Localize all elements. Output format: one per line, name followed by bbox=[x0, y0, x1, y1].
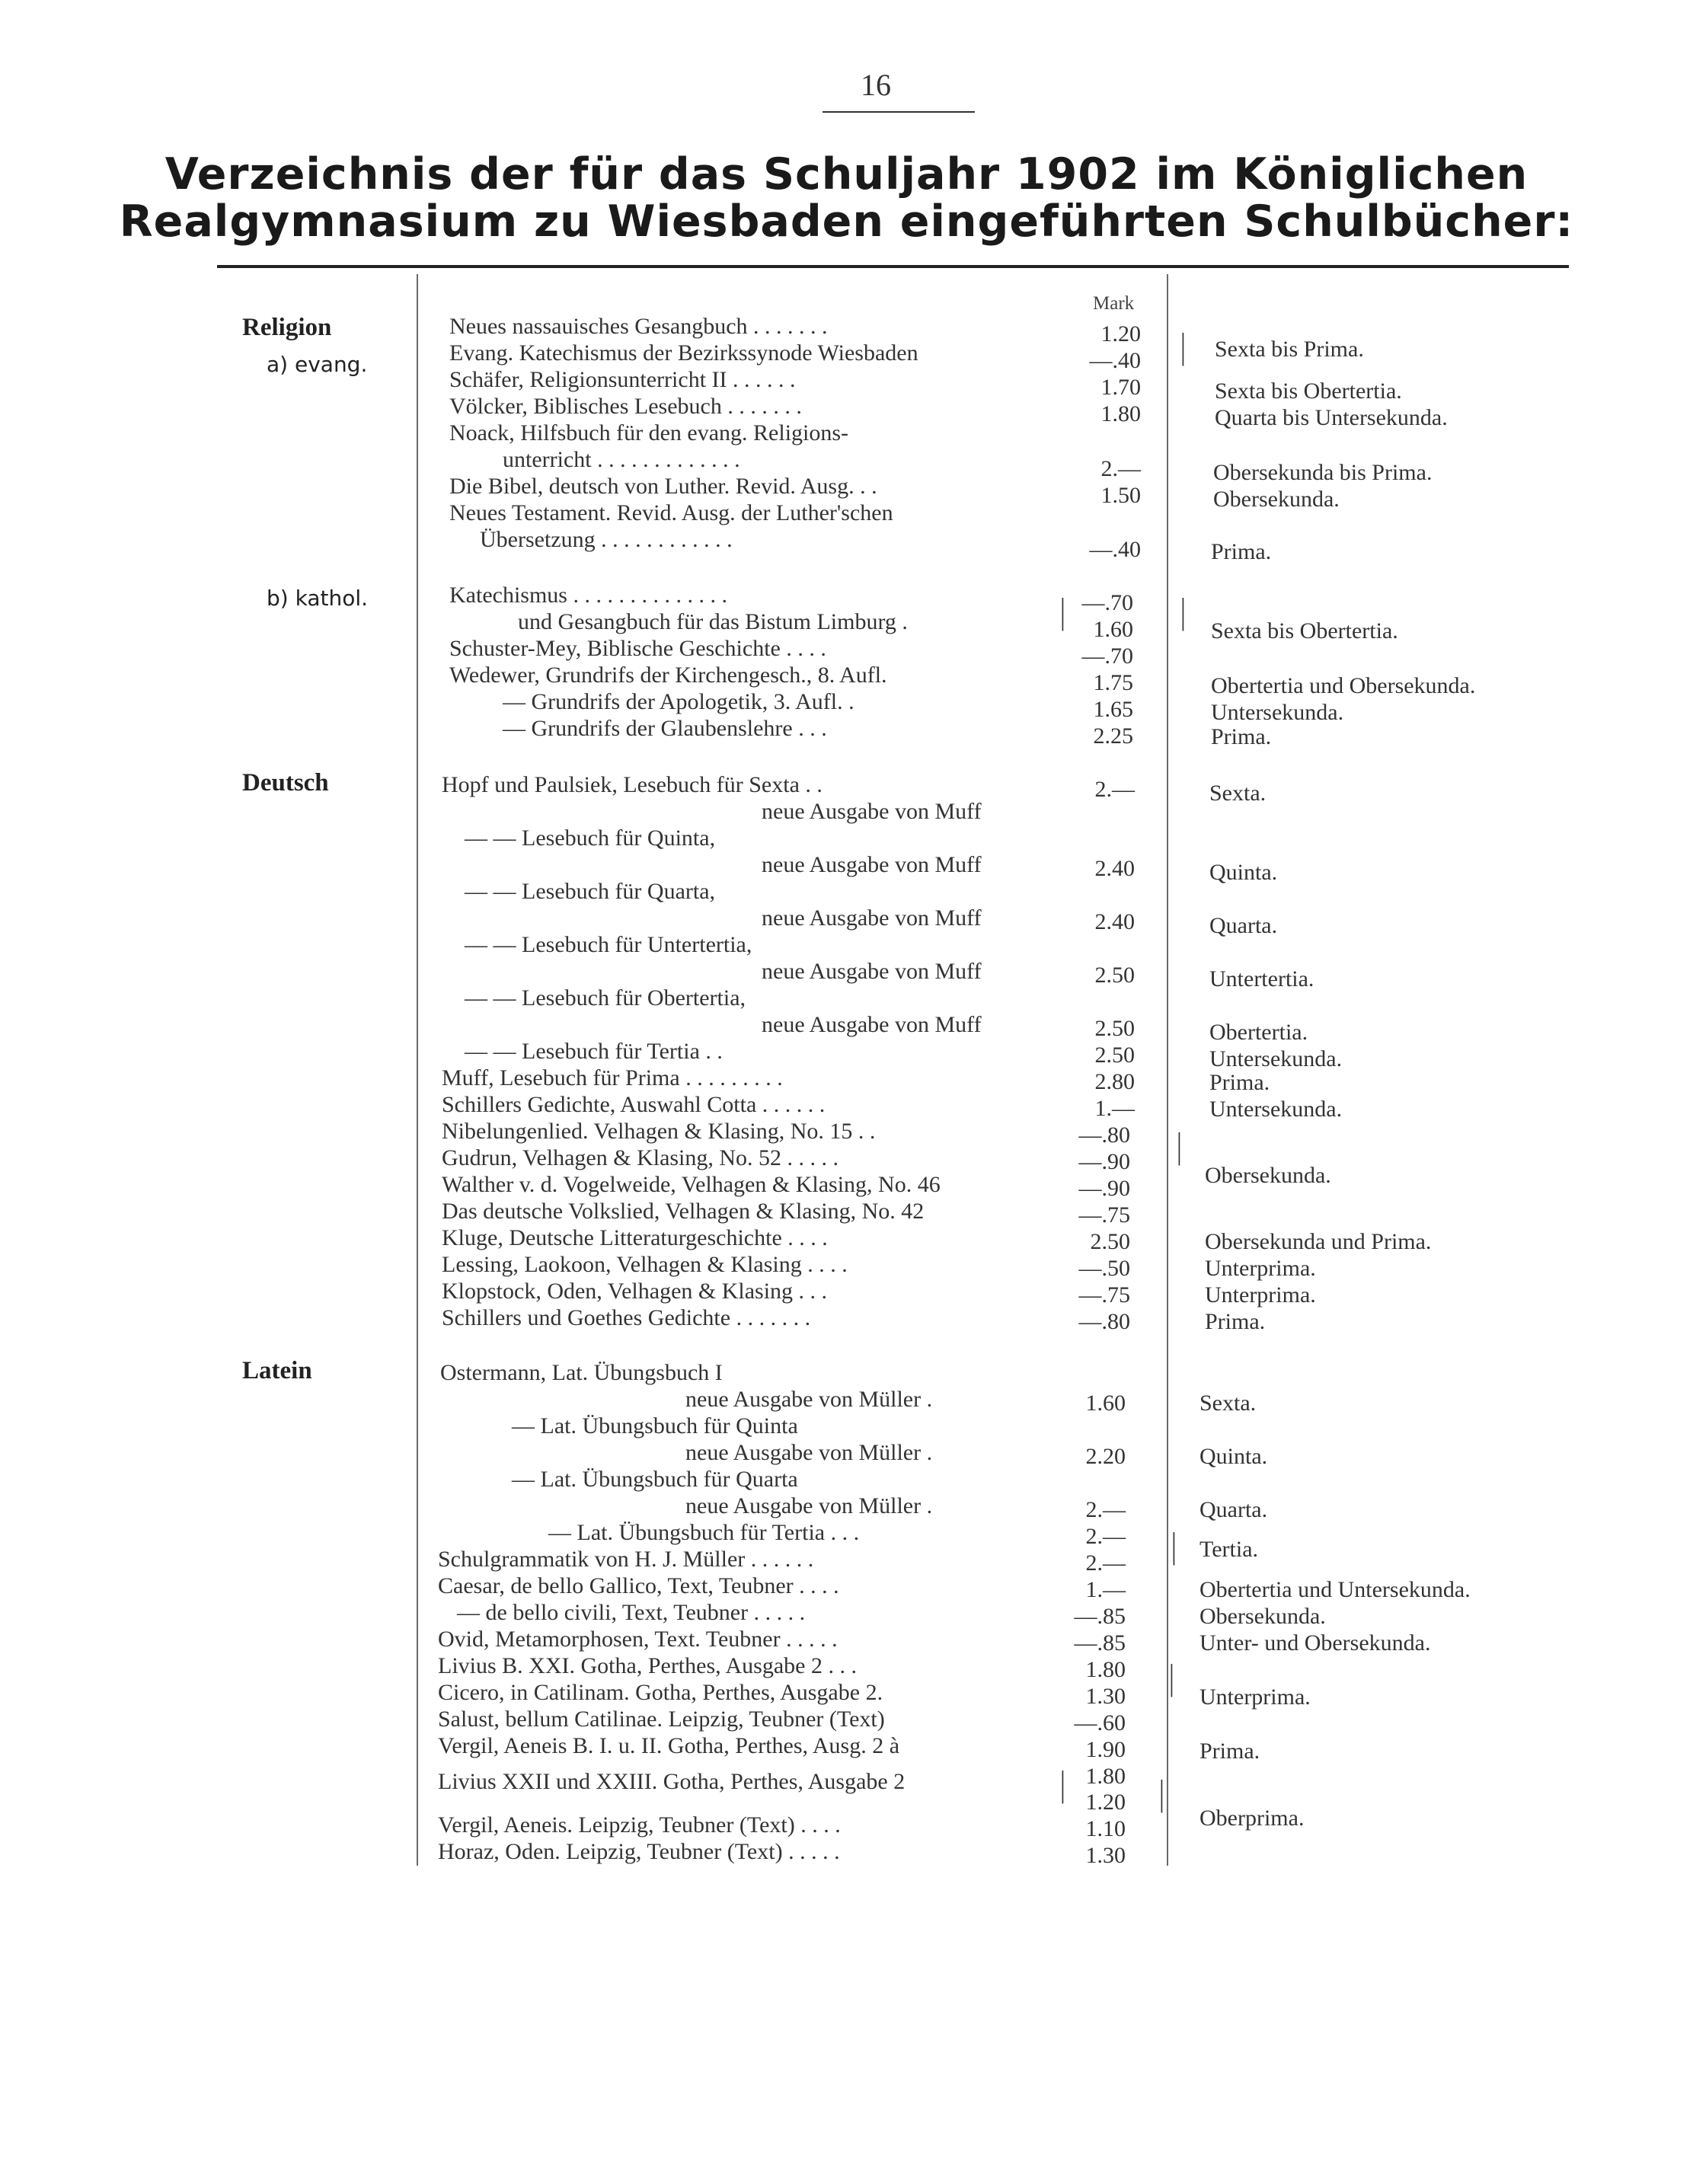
book-title: und Gesangbuch für das Bistum Limburg . bbox=[518, 609, 908, 634]
class-level: Quarta. bbox=[1199, 1497, 1268, 1522]
book-price: 1.80 bbox=[1085, 1657, 1126, 1682]
class-level: Unter- und Obersekunda. bbox=[1199, 1630, 1431, 1656]
book-title: Salust, bellum Catilinae. Leipzig, Teubner (Text) bbox=[438, 1707, 885, 1732]
class-level: Prima. bbox=[1211, 539, 1272, 564]
book-title: neue Ausgabe von Muff bbox=[762, 905, 982, 931]
book-title: Noack, Hilfsbuch für den evang. Religions- bbox=[449, 420, 849, 445]
subject-latein: Latein bbox=[242, 1357, 312, 1384]
class-level: Obersekunda und Prima. bbox=[1205, 1229, 1432, 1254]
book-price: 1.20 bbox=[1085, 1790, 1126, 1815]
book-title: Völcker, Biblisches Lesebuch . . . . . . . bbox=[449, 394, 802, 419]
book-title: unterricht . . . . . . . . . . . . . bbox=[503, 447, 740, 472]
class-level: Unterprima. bbox=[1205, 1256, 1316, 1281]
book-price: 1.80 bbox=[1100, 401, 1141, 426]
class-level: Sexta. bbox=[1199, 1391, 1257, 1416]
book-price: 1.90 bbox=[1085, 1737, 1126, 1762]
book-title: Livius B. XXI. Gotha, Perthes, Ausgabe 2 . . . bbox=[438, 1653, 857, 1678]
book-price: 1.80 bbox=[1085, 1764, 1126, 1789]
book-title: — de bello civili, Text, Teubner . . . . . bbox=[457, 1600, 806, 1625]
book-price: 2.50 bbox=[1094, 1043, 1135, 1068]
book-title: neue Ausgabe von Müller . bbox=[685, 1493, 933, 1518]
book-price: 2.— bbox=[1085, 1550, 1126, 1576]
book-title: — Lat. Übungsbuch für Tertia . . . bbox=[548, 1520, 860, 1545]
class-level: Obersekunda. bbox=[1213, 487, 1340, 512]
class-level: Prima. bbox=[1209, 1070, 1270, 1095]
book-title: Vergil, Aeneis B. I. u. II. Gotha, Perthes, Ausg. 2 à bbox=[438, 1733, 900, 1758]
book-title: neue Ausgabe von Muff bbox=[762, 1012, 982, 1037]
book-price: —.80 bbox=[1078, 1309, 1130, 1334]
book-price: 1.65 bbox=[1093, 697, 1133, 722]
book-price: —.75 bbox=[1078, 1202, 1130, 1228]
group-brace: | bbox=[1060, 592, 1065, 632]
class-level: Prima. bbox=[1205, 1309, 1266, 1334]
book-title: Ovid, Metamorphosen, Text. Teubner . . . . . bbox=[438, 1627, 838, 1652]
book-title: — — Lesebuch für Untertertia, bbox=[465, 932, 752, 957]
book-price: —.60 bbox=[1074, 1710, 1126, 1735]
book-title: Neues nassauisches Gesangbuch . . . . . . . bbox=[449, 314, 828, 339]
title-rule bbox=[217, 265, 1569, 268]
book-price: 2.— bbox=[1085, 1524, 1126, 1549]
book-price: 2.40 bbox=[1094, 856, 1135, 881]
book-price: 2.40 bbox=[1094, 909, 1135, 934]
group-brace: | bbox=[1159, 1774, 1164, 1814]
column-divider-right bbox=[1167, 274, 1168, 1866]
class-level: Unterprima. bbox=[1199, 1684, 1311, 1710]
book-price: 1.60 bbox=[1085, 1391, 1126, 1416]
book-title: neue Ausgabe von Müller . bbox=[685, 1387, 933, 1412]
page-number: 16 bbox=[861, 68, 891, 102]
class-level: Tertia. bbox=[1199, 1537, 1259, 1562]
book-price: 1.— bbox=[1085, 1577, 1126, 1602]
subject-evang: a) evang. bbox=[267, 352, 368, 377]
class-level: Quinta. bbox=[1199, 1444, 1268, 1469]
book-title: — — Lesebuch für Tertia . . bbox=[465, 1039, 723, 1064]
book-price: —.70 bbox=[1081, 590, 1133, 615]
class-level: Sexta. bbox=[1209, 781, 1267, 806]
class-level: Quinta. bbox=[1209, 860, 1278, 885]
book-price: 1.50 bbox=[1100, 483, 1141, 508]
class-level: Obersekunda. bbox=[1205, 1163, 1331, 1188]
book-title: — Lat. Übungsbuch für Quinta bbox=[512, 1413, 798, 1438]
book-price: 2.— bbox=[1085, 1497, 1126, 1522]
class-level: Untersekunda. bbox=[1209, 1046, 1343, 1071]
group-brace: | bbox=[1180, 327, 1186, 367]
book-title: — — Lesebuch für Quarta, bbox=[465, 879, 716, 904]
book-price: 1.20 bbox=[1100, 321, 1141, 346]
book-price: 2.50 bbox=[1090, 1229, 1130, 1254]
class-level: Untersekunda. bbox=[1209, 1097, 1343, 1122]
class-level: Sexta bis Obertertia. bbox=[1215, 378, 1402, 404]
book-price: 1.— bbox=[1094, 1096, 1135, 1121]
subject-kathol: b) kathol. bbox=[267, 586, 369, 611]
book-title: Livius XXII und XXIII. Gotha, Perthes, Ausgabe 2 bbox=[438, 1769, 906, 1794]
book-title: Schillers und Goethes Gedichte . . . . . . . bbox=[442, 1305, 811, 1330]
book-title: Ostermann, Lat. Übungsbuch I bbox=[440, 1360, 723, 1385]
class-level: Obersekunda bis Prima. bbox=[1213, 460, 1433, 485]
book-title: Kluge, Deutsche Litteraturgeschichte . . . . bbox=[442, 1225, 828, 1250]
book-title: Schäfer, Religionsunterricht II . . . . . . bbox=[449, 367, 796, 392]
book-title: neue Ausgabe von Muff bbox=[762, 799, 982, 824]
group-brace: | bbox=[1177, 1127, 1182, 1167]
group-brace: | bbox=[1171, 1527, 1177, 1566]
group-brace: | bbox=[1060, 1765, 1065, 1805]
book-price: —.90 bbox=[1078, 1176, 1130, 1201]
page-title-line-1: Verzeichnis der für das Schuljahr 1902 im Königlichen bbox=[165, 149, 1528, 200]
book-price: 1.30 bbox=[1085, 1843, 1126, 1868]
book-title: Nibelungenlied. Velhagen & Klasing, No. 15 . . bbox=[442, 1119, 876, 1144]
book-price: 1.75 bbox=[1093, 670, 1133, 695]
book-title: Klopstock, Oden, Velhagen & Klasing . . . bbox=[442, 1279, 828, 1304]
book-title: Gudrun, Velhagen & Klasing, No. 52 . . . . . bbox=[442, 1145, 839, 1170]
book-title: Katechismus . . . . . . . . . . . . . . bbox=[449, 583, 727, 608]
book-price: —.40 bbox=[1089, 537, 1141, 562]
page-title-line-2: Realgymnasium zu Wiesbaden eingeführten Schulbücher: bbox=[119, 196, 1574, 247]
book-title: Walther v. d. Vogelweide, Velhagen & Klasing, No. 46 bbox=[442, 1172, 941, 1197]
book-title: — Lat. Übungsbuch für Quarta bbox=[512, 1467, 798, 1492]
book-price: —.80 bbox=[1078, 1122, 1130, 1148]
book-title: Vergil, Aeneis. Leipzig, Teubner (Text) . . . . bbox=[438, 1812, 841, 1838]
class-level: Obersekunda. bbox=[1199, 1604, 1326, 1629]
group-brace: | bbox=[1169, 1659, 1174, 1698]
class-level: Untertertia. bbox=[1209, 966, 1314, 991]
book-price: —.50 bbox=[1078, 1256, 1130, 1281]
book-title: neue Ausgabe von Muff bbox=[762, 852, 982, 877]
book-title: — Grundrifs der Glaubenslehre . . . bbox=[503, 716, 827, 741]
book-title: — Grundrifs der Apologetik, 3. Aufl. . bbox=[503, 689, 854, 714]
class-level: Oberprima. bbox=[1199, 1806, 1305, 1831]
class-level: Untersekunda. bbox=[1211, 700, 1344, 725]
book-price: 1.30 bbox=[1085, 1684, 1126, 1709]
book-title: Neues Testament. Revid. Ausg. der Luther'schen bbox=[449, 500, 893, 525]
subject-deutsch: Deutsch bbox=[242, 769, 329, 797]
book-price: —.75 bbox=[1078, 1282, 1130, 1308]
book-price: 2.50 bbox=[1094, 963, 1135, 988]
book-title: Lessing, Laokoon, Velhagen & Klasing . . . . bbox=[442, 1252, 848, 1277]
book-title: Schillers Gedichte, Auswahl Cotta . . . . . . bbox=[442, 1092, 826, 1117]
book-price: —.85 bbox=[1074, 1604, 1126, 1629]
book-title: Horaz, Oden. Leipzig, Teubner (Text) . . . . . bbox=[438, 1839, 840, 1864]
book-title: Die Bibel, deutsch von Luther. Revid. Ausg. . . bbox=[449, 474, 877, 499]
book-title: Schuster-Mey, Biblische Geschichte . . . . bbox=[449, 636, 826, 661]
class-level: Obertertia und Untersekunda. bbox=[1199, 1577, 1471, 1602]
class-level: Prima. bbox=[1211, 724, 1272, 749]
book-title: Wedewer, Grundrifs der Kirchengesch., 8. Aufl. bbox=[449, 663, 887, 688]
book-title: Evang. Katechismus der Bezirkssynode Wiesbaden bbox=[449, 340, 918, 366]
book-price: 2.80 bbox=[1094, 1069, 1135, 1094]
book-price: 1.60 bbox=[1093, 617, 1133, 642]
page-number-rule bbox=[823, 111, 975, 113]
book-price: —.90 bbox=[1078, 1149, 1130, 1174]
book-title: neue Ausgabe von Muff bbox=[762, 959, 982, 984]
book-title: Schulgrammatik von H. J. Müller . . . . . . bbox=[438, 1547, 814, 1572]
price-column-header: Mark bbox=[1093, 293, 1135, 314]
class-level: Sexta bis Obertertia. bbox=[1211, 618, 1398, 643]
class-level: Prima. bbox=[1199, 1739, 1260, 1764]
book-price: 2.— bbox=[1094, 777, 1135, 802]
class-level: Quarta bis Untersekunda. bbox=[1215, 405, 1448, 430]
book-title: Cicero, in Catilinam. Gotha, Perthes, Ausgabe 2. bbox=[438, 1680, 883, 1705]
class-level: Unterprima. bbox=[1205, 1282, 1316, 1308]
book-title: neue Ausgabe von Müller . bbox=[685, 1440, 933, 1465]
subject-religion: Religion bbox=[242, 314, 332, 341]
book-price: 2.— bbox=[1100, 456, 1141, 481]
book-title: Caesar, de bello Gallico, Text, Teubner . . . . bbox=[438, 1573, 839, 1598]
book-price: 1.70 bbox=[1100, 375, 1141, 400]
book-price: 2.20 bbox=[1085, 1444, 1126, 1469]
book-title: Das deutsche Volkslied, Velhagen & Klasing, No. 42 bbox=[442, 1199, 925, 1224]
book-price: 1.10 bbox=[1085, 1816, 1126, 1841]
column-divider-left bbox=[417, 274, 418, 1866]
class-level: Quarta. bbox=[1209, 913, 1278, 938]
book-price: —.40 bbox=[1089, 348, 1141, 373]
book-title: — — Lesebuch für Obertertia, bbox=[465, 985, 746, 1011]
group-brace: | bbox=[1180, 592, 1186, 632]
book-price: 2.50 bbox=[1094, 1016, 1135, 1041]
class-level: Obertertia. bbox=[1209, 1020, 1308, 1045]
book-price: —.70 bbox=[1081, 643, 1133, 669]
class-level: Obertertia und Obersekunda. bbox=[1211, 673, 1476, 698]
book-title: Übersetzung . . . . . . . . . . . . bbox=[480, 527, 733, 552]
book-title: — — Lesebuch für Quinta, bbox=[465, 825, 716, 851]
book-price: —.85 bbox=[1074, 1630, 1126, 1656]
book-price: 2.25 bbox=[1093, 723, 1133, 749]
class-level: Sexta bis Prima. bbox=[1215, 337, 1364, 362]
book-title: Hopf und Paulsiek, Lesebuch für Sexta . . bbox=[442, 772, 823, 797]
book-title: Muff, Lesebuch für Prima . . . . . . . . . bbox=[442, 1065, 783, 1090]
